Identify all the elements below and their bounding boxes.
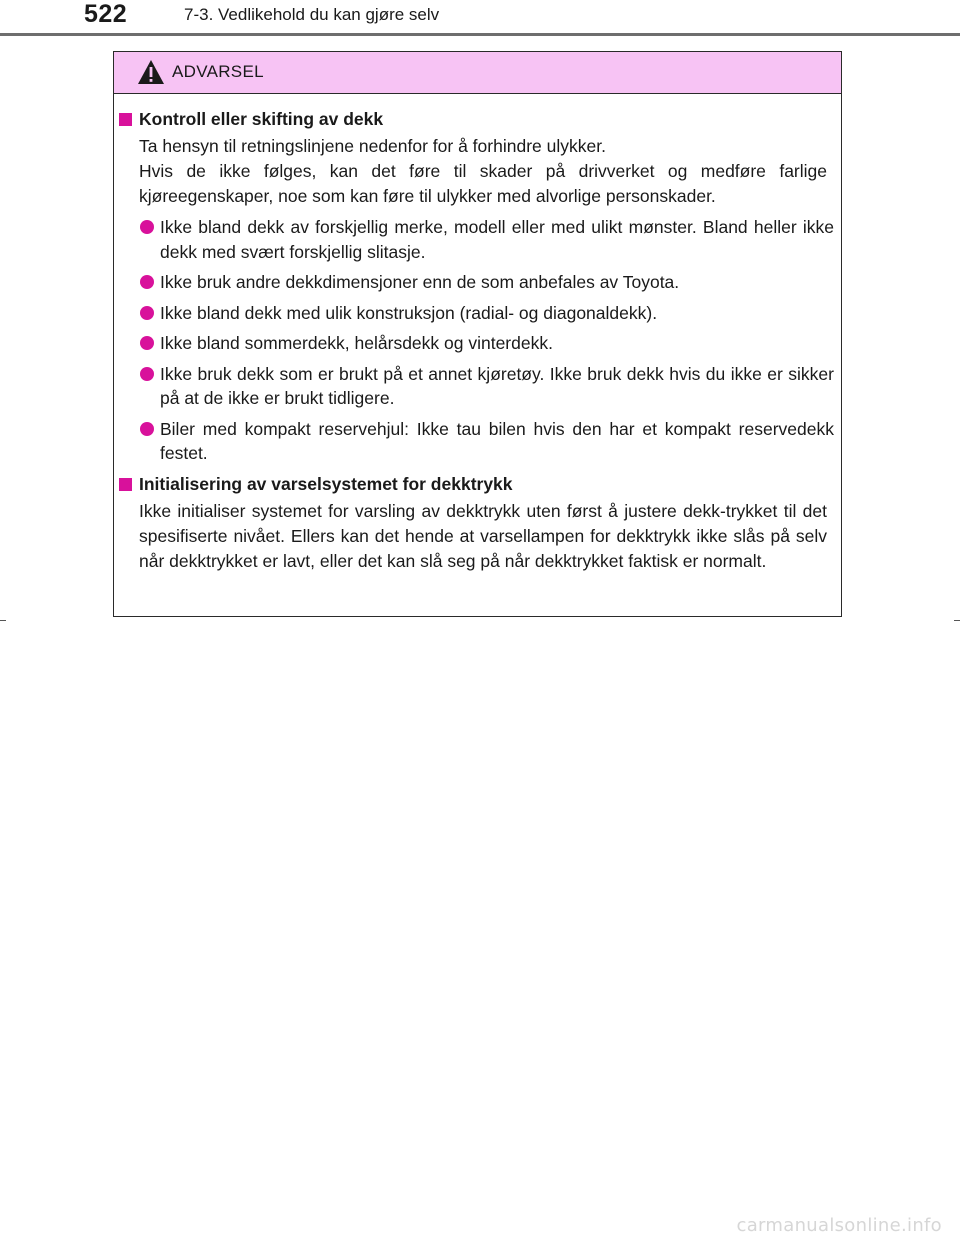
dot-bullet-icon [140, 336, 154, 350]
intro-paragraph [139, 499, 827, 574]
dot-bullet-icon [140, 275, 154, 289]
list-item-text: Ikke bland dekk av forskjellig merke, modell eller med ulikt mønster. Bland heller ikke dekk med svært forskjellig slitasje. [160, 217, 834, 262]
header-divider [0, 33, 960, 36]
crop-mark-right [954, 620, 960, 621]
list-item-text: Ikke bland dekk med ulik konstruksjon (radial- og diagonaldekk). [160, 302, 658, 323]
list-item-text: Biler med kompakt reservehjul: Ikke tau bilen hvis den har et kompakt reservedekk festet. [160, 418, 834, 463]
warning-box [113, 51, 842, 617]
watermark: carmanualsonline.info [736, 1215, 942, 1236]
list-item [139, 362, 834, 411]
dot-bullet-icon [140, 422, 154, 436]
dot-bullet-icon [140, 306, 154, 320]
list-item [139, 270, 834, 295]
subsection-heading [119, 107, 841, 132]
list-item [139, 417, 834, 466]
list-item [139, 301, 834, 326]
list-item-text: Ikke bruk dekk som er brukt på et annet kjøretøy. Ikke bruk dekk hvis du ikke er sikker på at de ikke er brukt tidligere. [160, 363, 834, 408]
page-number: 522 [84, 0, 128, 28]
crop-mark-left [0, 620, 6, 621]
list-item-text: Ikke bruk andre dekkdimensjoner enn de som anbefales av Toyota. [160, 272, 680, 292]
page-header [0, 0, 960, 38]
dot-bullet-icon [140, 220, 154, 234]
section-title: 7-3. Vedlikehold du kan gjøre selv [184, 5, 440, 24]
warning-triangle-icon [137, 59, 165, 85]
subsection-heading-text: Initialisering av varselsystemet for dekktrykk [139, 473, 513, 494]
warning-body [114, 107, 841, 574]
intro-line: Hvis de ikke følges, kan det føre til skader på drivverket og medføre farlige kjøreegenskaper, noe som kan føre til ulykker med alvorlige personskader. [139, 161, 827, 206]
list-item-text: Ikke bland sommerdekk, helårsdekk og vinterdekk. [160, 333, 553, 353]
list-item [139, 331, 834, 356]
subsection-heading-text: Kontroll eller skifting av dekk [139, 109, 384, 129]
intro-line: Ta hensyn til retningslinjene nedenfor for å forhindre ulykker. [139, 136, 606, 156]
warning-title: ADVARSEL [172, 62, 264, 81]
warning-header [114, 52, 841, 94]
dot-bullet-icon [140, 367, 154, 381]
list-item [139, 215, 834, 264]
intro-paragraph [139, 134, 827, 209]
intro-line: Ikke initialiser systemet for varsling av dekktrykk uten først å justere dekk-trykket til det spesifiserte nivået. Ellers kan det hende at varsellampen for dekktrykk ikke slås på selv når dekktrykket er lavt, eller det kan slå seg på når dekktrykket faktisk er normalt. [139, 500, 827, 571]
subsection-heading [119, 472, 841, 497]
square-bullet-icon [119, 113, 132, 126]
square-bullet-icon [119, 478, 132, 491]
